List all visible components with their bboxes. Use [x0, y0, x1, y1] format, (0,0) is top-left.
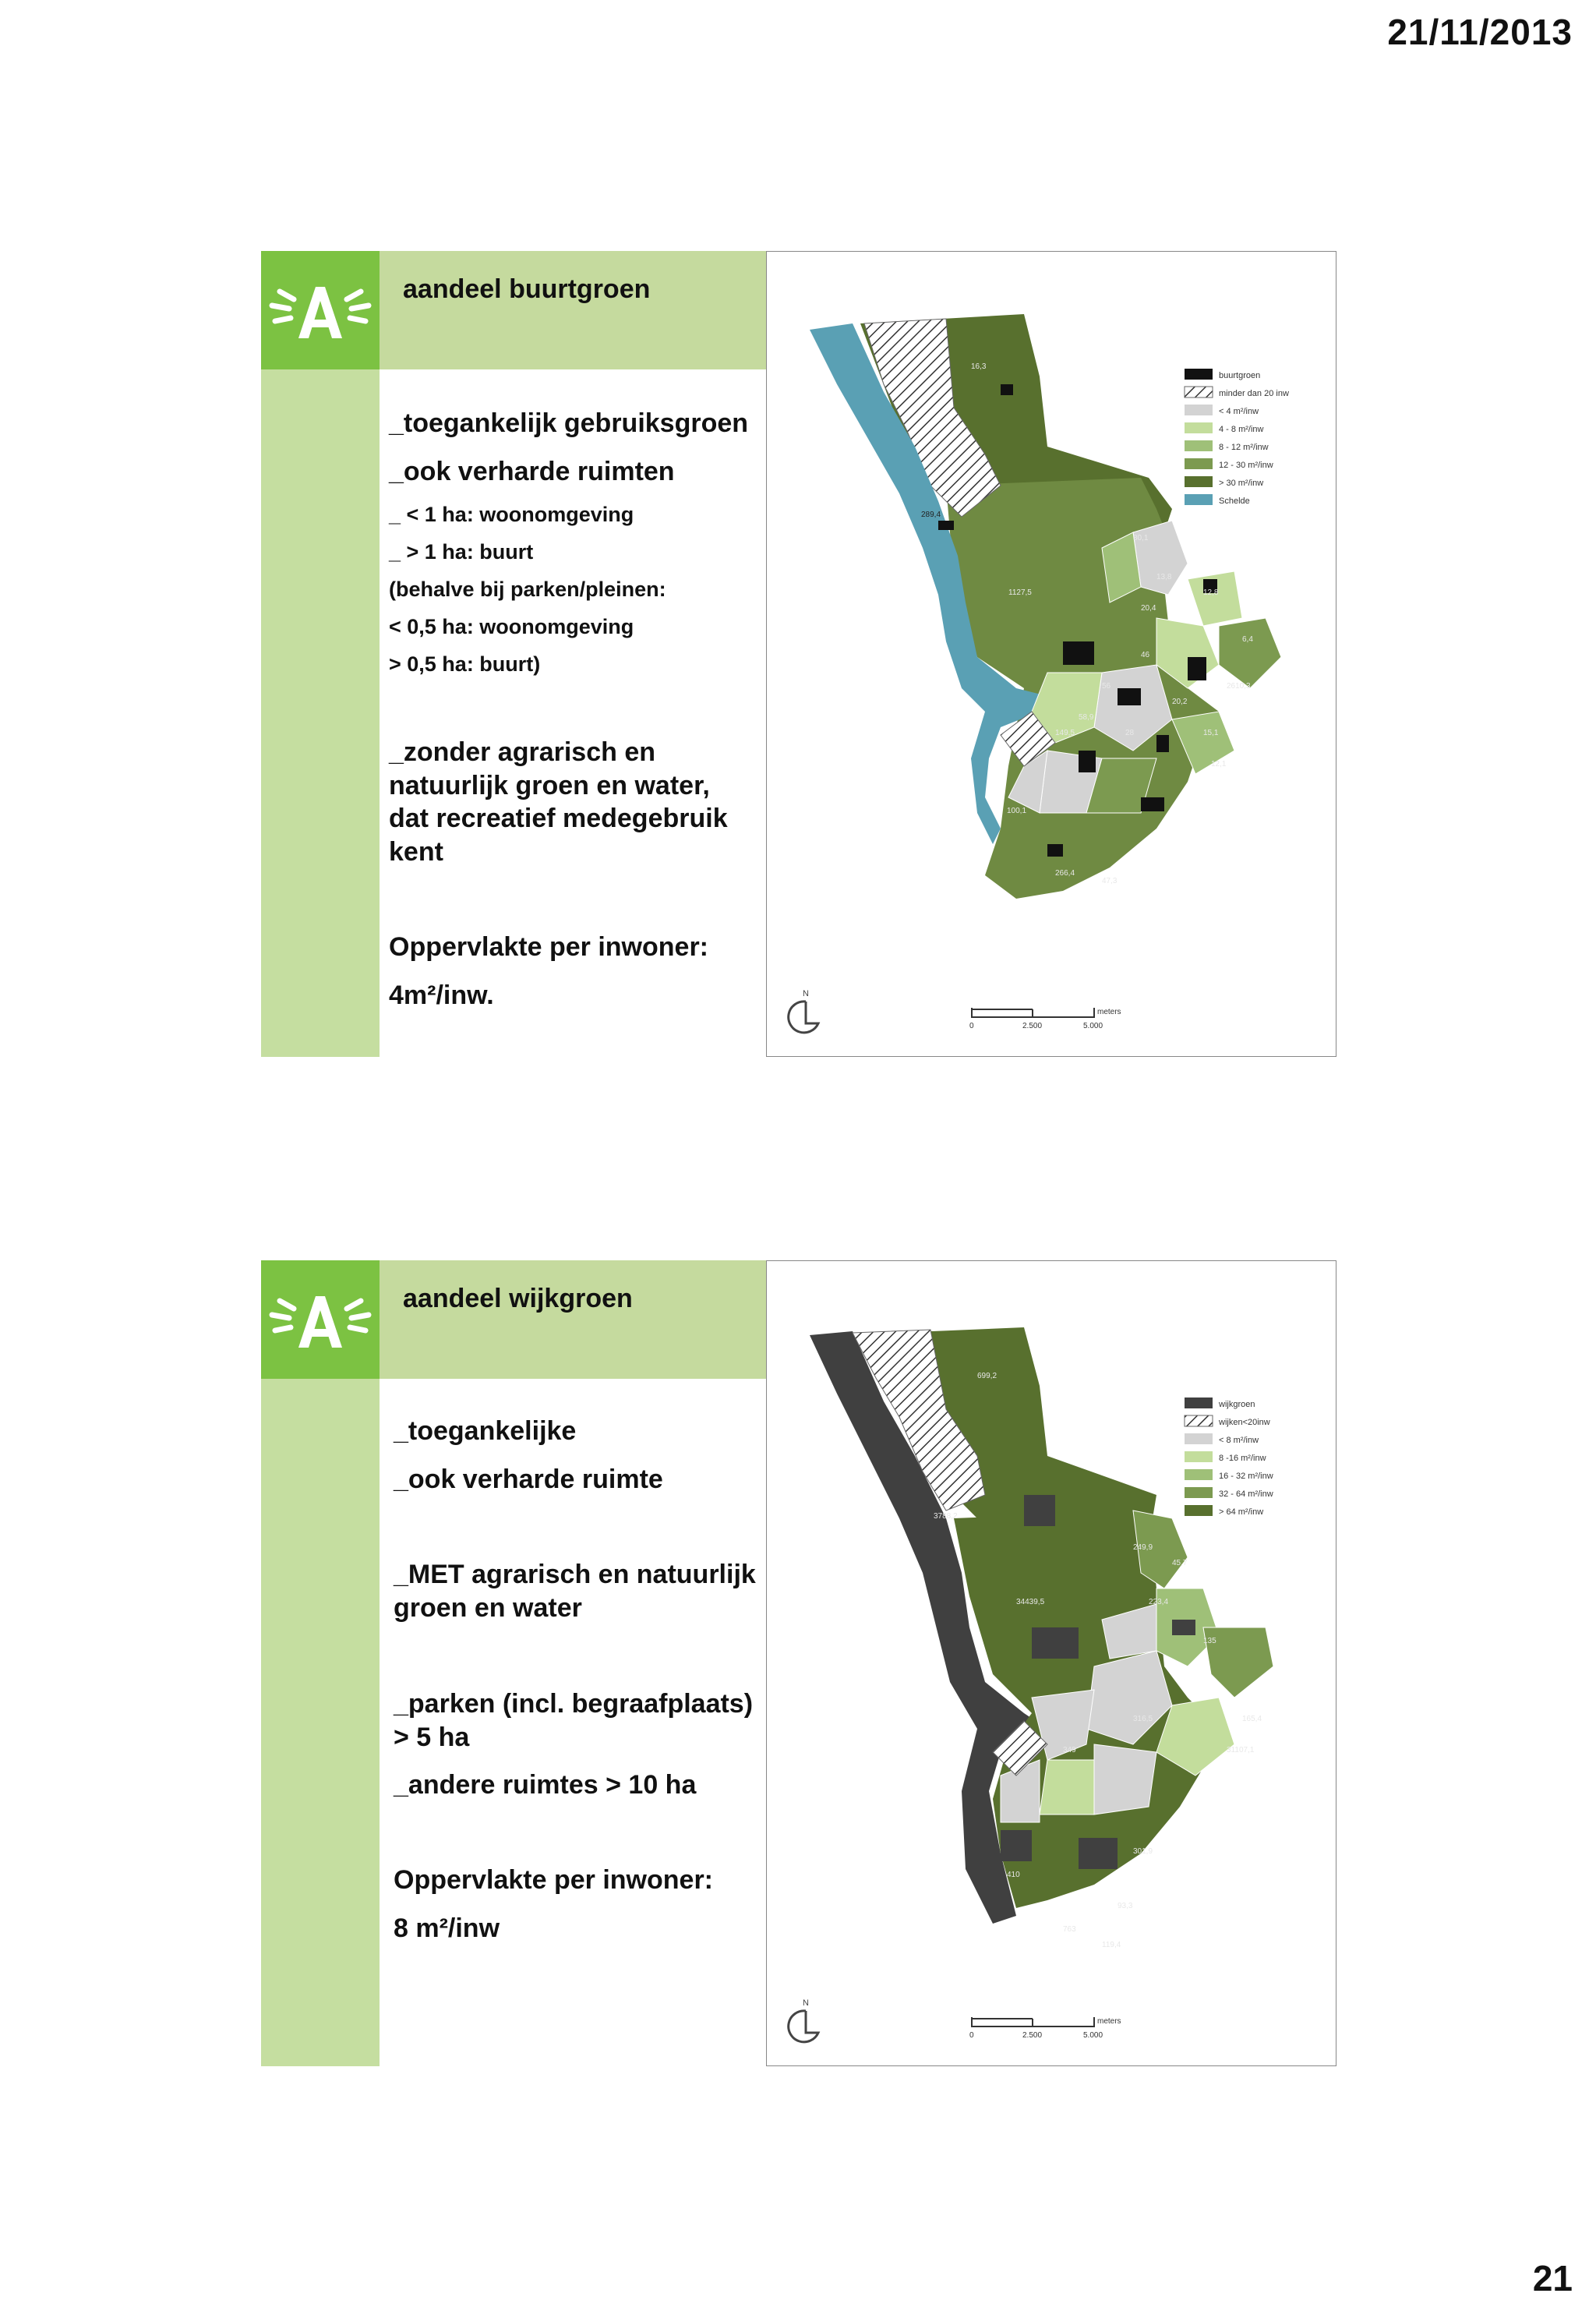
- north-arrow-icon: [789, 989, 818, 1033]
- area-label: 20,2: [1172, 698, 1188, 706]
- header-date: 21/11/2013: [1387, 12, 1573, 52]
- scale-tick: 5.000: [1083, 2031, 1103, 2040]
- legend-label: 16 - 32 m²/inw: [1219, 1472, 1273, 1481]
- area-label: 28: [1125, 729, 1135, 737]
- area-label: 249,9: [1133, 1543, 1153, 1552]
- area-label: 31107,1: [1227, 1746, 1255, 1754]
- area-label: 58,9: [1079, 713, 1094, 722]
- bullet-line: _ook verharde ruimte: [394, 1465, 663, 1494]
- bullet-line: (behalve bij parken/pleinen:: [389, 578, 666, 601]
- scale-tick: 0: [969, 1022, 974, 1030]
- legend-label: minder dan 20 inw: [1219, 389, 1289, 398]
- slide-buurtgroen: [261, 251, 1335, 1057]
- title-band: [380, 251, 766, 369]
- bullet-line: < 0,5 ha: woonomgeving: [389, 615, 634, 638]
- map-panel: [766, 1260, 1336, 2066]
- legend-label: wijkgroen: [1219, 1400, 1255, 1409]
- scale-bar: [969, 2017, 1121, 2040]
- logo-tile: [261, 251, 380, 369]
- bullet-line: _andere ruimtes > 10 ha: [394, 1770, 697, 1800]
- area-label: 93,3: [1118, 1902, 1133, 1910]
- scale-unit: meters: [1097, 1008, 1121, 1016]
- area-label: 301,9: [1133, 1847, 1153, 1856]
- logo-tile: [261, 1260, 380, 1379]
- bullet-line: > 0,5 ha: buurt): [389, 652, 541, 676]
- scale-bar: [969, 1008, 1121, 1030]
- area-label: 12,8: [1203, 588, 1219, 597]
- map-panel: [766, 251, 1336, 1057]
- bullet-line: _ < 1 ha: woonomgeving: [389, 503, 634, 526]
- text-column: [380, 1379, 766, 2066]
- area-label: 135: [1203, 1637, 1216, 1645]
- area-label: 34439,5: [1016, 1598, 1045, 1606]
- slide-title: aandeel wijkgroen: [403, 1284, 633, 1313]
- text-column: [380, 369, 766, 1057]
- area-label: 3788,2: [934, 1512, 958, 1521]
- map-legend: [1185, 1398, 1273, 1517]
- area-label: 2610,3: [1227, 682, 1251, 691]
- scale-tick: 0: [969, 2031, 974, 2040]
- bullet-line: _ook verharde ruimten: [389, 457, 675, 486]
- legend-label: > 64 m²/inw: [1219, 1507, 1264, 1517]
- area-label: 16,3: [971, 362, 987, 371]
- legend-label: 32 - 64 m²/inw: [1219, 1489, 1273, 1499]
- area-value: 8 m²/inw: [394, 1913, 500, 1943]
- area-label: 266,4: [1055, 869, 1075, 878]
- area-value: 4m²/inw.: [389, 981, 494, 1010]
- area-label: 20,4: [1141, 604, 1156, 613]
- area-label: 223,4: [1149, 1598, 1169, 1606]
- scale-tick: 2.500: [1022, 2031, 1043, 2040]
- scale-tick: 5.000: [1083, 1022, 1103, 1030]
- area-label: 289,4: [921, 511, 941, 519]
- legend-label: wijken<20inw: [1219, 1418, 1270, 1427]
- area-label: 6,4: [1242, 635, 1253, 644]
- svg-text:N: N: [803, 1998, 809, 2008]
- area-label: 763: [1063, 1925, 1076, 1934]
- bullet-paragraph: _parken (incl. begraafplaats) > 5 ha: [394, 1689, 754, 1752]
- north-arrow-icon: [789, 1998, 818, 2042]
- map-wijkgroen: [767, 1261, 1336, 2065]
- area-label: 165,4: [1242, 1715, 1262, 1723]
- area-label: 119,4: [1102, 1941, 1121, 1949]
- area-label: 15,1: [1203, 729, 1219, 737]
- area-label: 349: [1063, 1746, 1076, 1754]
- side-strip: [261, 369, 380, 1057]
- slide-wijkgroen: [261, 1260, 1335, 2066]
- legend-label: buurtgroen: [1219, 371, 1261, 380]
- legend-label: < 8 m²/inw: [1219, 1436, 1259, 1445]
- legend-label: Schelde: [1219, 496, 1250, 506]
- legend-label: < 4 m²/inw: [1219, 407, 1259, 416]
- bullet-paragraph: _MET agrarisch en natuurlijk groen en water: [394, 1560, 756, 1623]
- area-label: 410: [1007, 1871, 1020, 1879]
- antwerpen-logo-icon: [261, 251, 380, 369]
- scale-unit: meters: [1097, 2017, 1121, 2026]
- svg-text:N: N: [803, 989, 809, 998]
- legend-label: 4 - 8 m²/inw: [1219, 425, 1264, 434]
- area-label: 46: [1141, 651, 1150, 659]
- area-label: 699,2: [977, 1372, 998, 1380]
- antwerpen-logo-icon: [261, 1260, 380, 1379]
- bullet-paragraph: _zonder agrarisch en natuurlijk groen en water, dat recreatief medegebruik kent: [389, 737, 728, 867]
- side-strip: [261, 1379, 380, 2066]
- area-label: 1127,5: [1008, 588, 1032, 597]
- slide-title: aandeel buurtgroen: [403, 274, 651, 304]
- area-label: 45,7: [1172, 1559, 1188, 1567]
- title-band: [380, 1260, 766, 1379]
- area-label: 12,1: [1211, 760, 1227, 769]
- area-label: 47,3: [1102, 877, 1118, 885]
- bullet-line: _ > 1 ha: buurt: [389, 540, 534, 564]
- legend-label: > 30 m²/inw: [1219, 479, 1264, 488]
- area-label: 100,1: [1007, 807, 1027, 815]
- bullet-line: _toegankelijke: [394, 1416, 577, 1446]
- area-caption: Oppervlakte per inwoner:: [394, 1865, 713, 1895]
- area-label: 56: [1102, 682, 1111, 691]
- legend-label: 12 - 30 m²/inw: [1219, 461, 1273, 470]
- map-buurtgroen: [767, 252, 1336, 1056]
- area-label: 13,8: [1156, 573, 1172, 581]
- area-label: 316,5: [1133, 1715, 1153, 1723]
- page-number: 21: [1532, 2258, 1573, 2299]
- legend-label: 8 - 12 m²/inw: [1219, 443, 1269, 452]
- legend-label: 8 -16 m²/inw: [1219, 1454, 1266, 1463]
- area-caption: Oppervlakte per inwoner:: [389, 932, 708, 962]
- area-label: 149,5: [1055, 729, 1075, 737]
- bullet-line: _toegankelijk gebruiksgroen: [389, 408, 749, 438]
- map-legend: [1185, 369, 1289, 506]
- area-label: 30,1: [1133, 534, 1149, 542]
- scale-tick: 2.500: [1022, 1022, 1043, 1030]
